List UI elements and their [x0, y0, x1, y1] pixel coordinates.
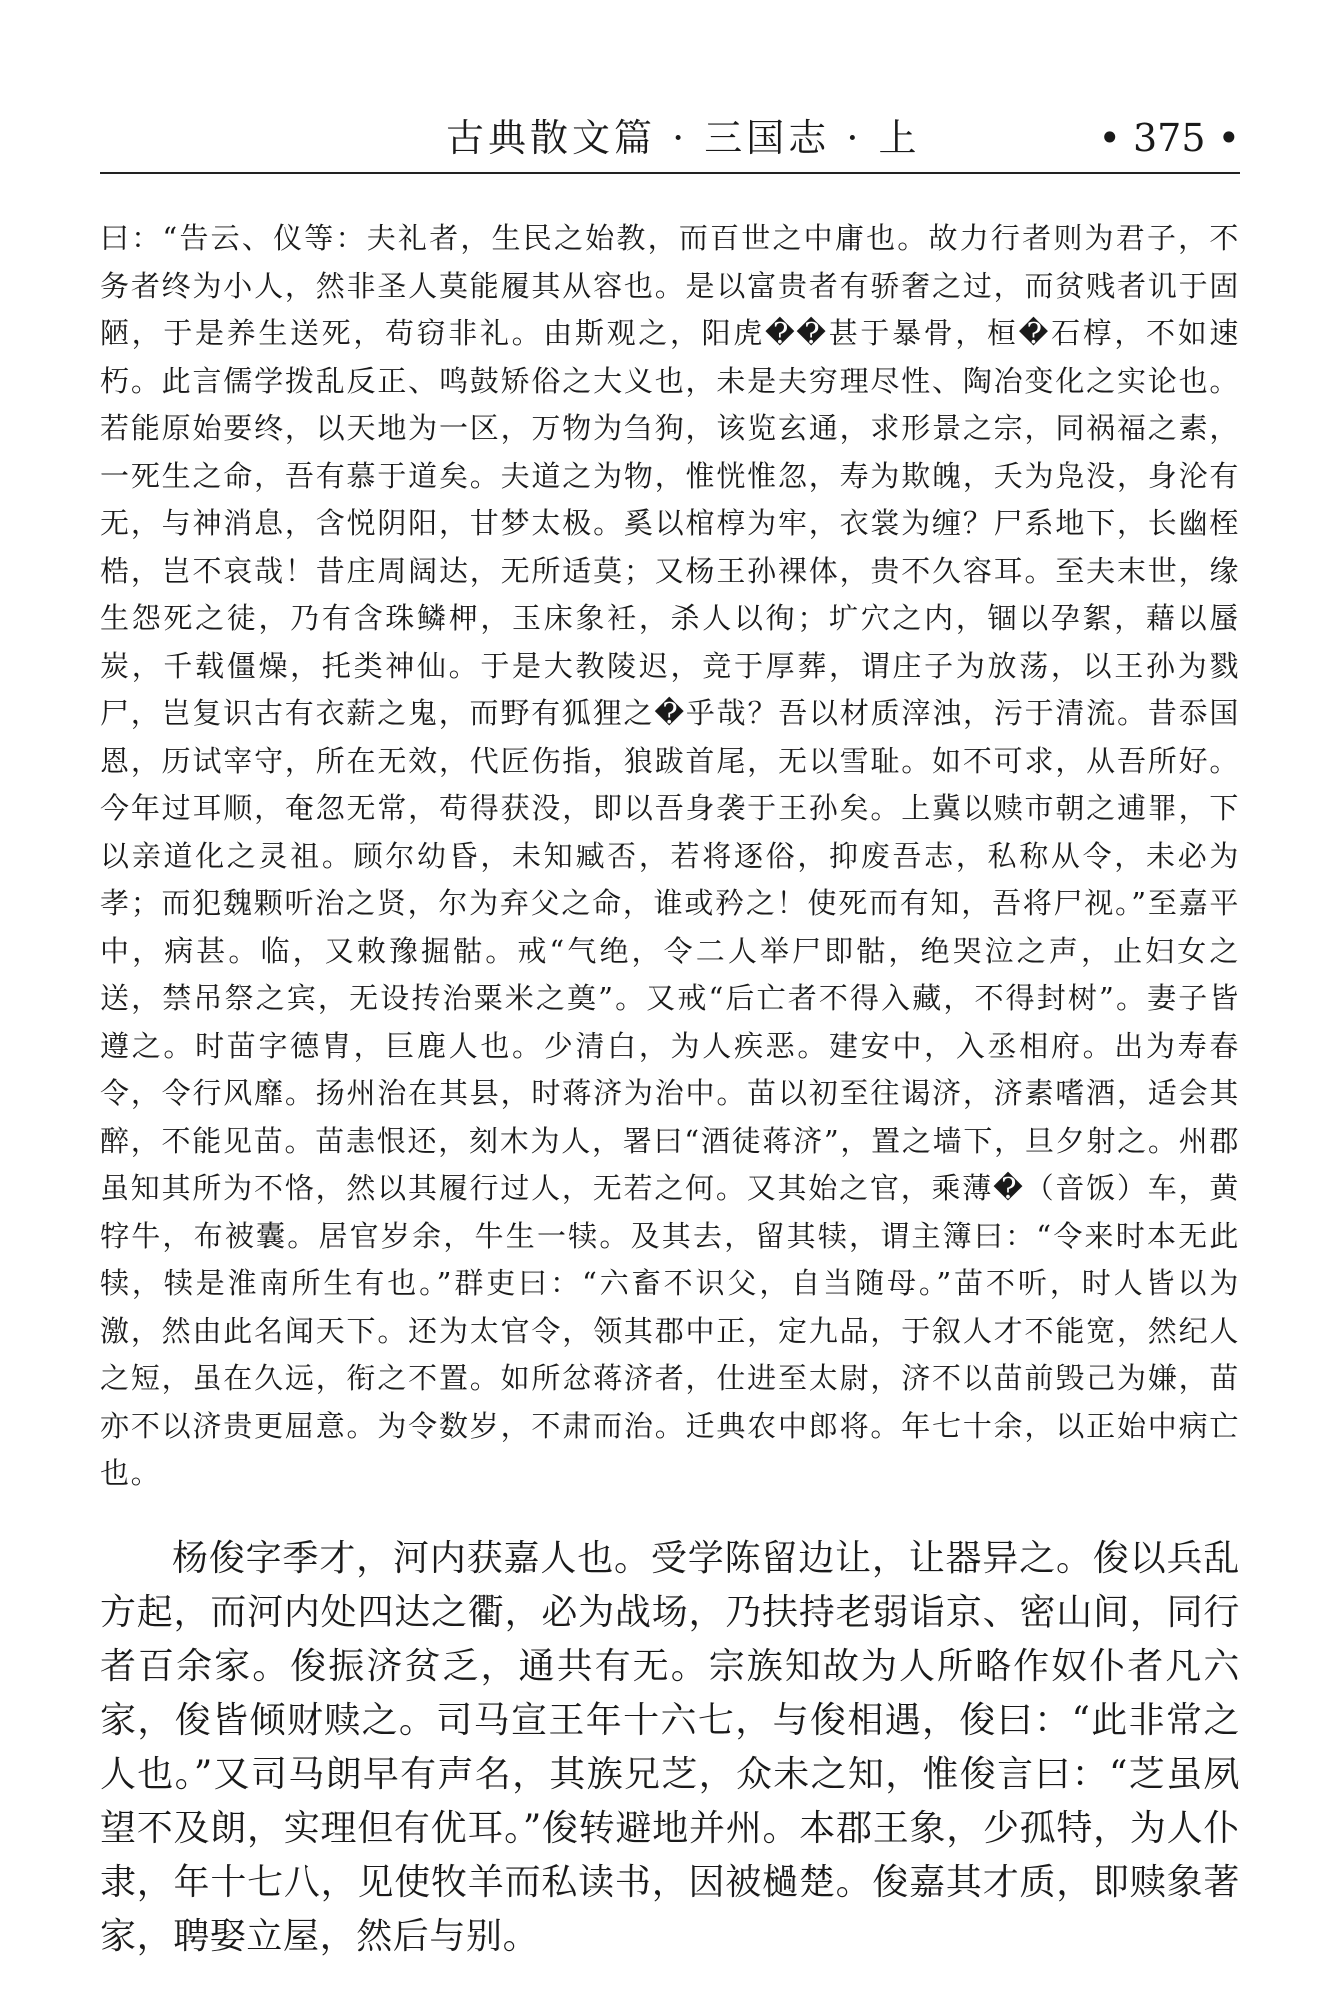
page-number: • 375 • [1098, 116, 1240, 160]
running-header [100, 112, 1240, 164]
running-header-title: 古典散文篇 · 三国志 · 上 [446, 116, 921, 160]
header-rule [100, 172, 1240, 174]
main-text-paragraph: 杨俊字季才，河内获嘉人也。受学陈留边让，让器异之。俊以兵乱方起，而河内处四达之衢，必为战场，乃扶持老弱诣京、密山间，同行者百余家。俊振济贫乏，通共有无。宗族知故为人所略作奴仆者凡六家，俊皆倾财赎之。司马宣王年十六七，与俊相遇，俊曰：“此非常之人也。”又司马朗早有声名，其族兄芝，众未之知，惟俊言曰：“芝虽夙望不及朗，实理但有优耳。”俊转避地并州。本郡王象，少孤特，为人仆隶，年十七八，见使牧羊而私读书，因被檛楚。俊嘉其才质，即赎象著家，聘娶立屋，然后与别。 [100, 1538, 1240, 1957]
quoted-annotation-block: 曰：“告云、仪等：夫礼者，生民之始教，而百世之中庸也。故力行者则为君子，不务者终为小人，然非圣人莫能履其从容也。是以富贵者有骄奢之过，而贫贱者讥于固陋，于是养生送死，苟窃非礼。由斯观之，阳虎��甚于暴骨，桓�石椁，不如速朽。此言儒学拨乱反正、鸣鼓矫俗之大义也，未是夫穷理尽性、陶冶变化之实论也。若能原始要终，以天地为一区，万物为刍狗，该览玄通，求形景之宗，同祸福之素，一死生之命，吾有慕于道矣。夫道之为物，惟恍惟忽，寿为欺魄，夭为凫没，身沦有无，与神消息，含悦阴阳，甘梦太极。奚以棺椁为牢，衣裳为缠？尸系地下，长幽桎梏，岂不哀哉！昔庄周阔达，无所适莫；又杨王孙裸体，贵不久容耳。至夫末世，缘生怨死之徒，乃有含珠鳞柙，玉床象衽，杀人以徇；圹穴之内，锢以孕絮，藉以蜃炭，千载僵燥，托类神仙。于是大教陵迟，竞于厚葬，谓庄子为放荡，以王孙为戮尸，岂复识古有衣薪之鬼，而野有狐狸之�乎哉？吾以材质滓浊，污于清流。昔忝国恩，历试宰守，所在无效，代匠伤指，狼跋首尾，无以雪耻。如不可求，从吾所好。今年过耳顺，奄忽无常，苟得获没，即以吾身袭于王孙矣。上冀以赎市朝之逋罪，下以亲道化之灵祖。顾尔幼昏，未知臧否，若将逐俗，抑废吾志，私称从令，未必为孝；而犯魏颗听治之贤，尔为弃父之命，谁或矜之！使死而有知，吾将尸视。”至嘉平中，病甚。临，又敕豫掘骷。戒“气绝，令二人举尸即骷，绝哭泣之声，止妇女之送，禁吊祭之宾，无设抟治粟米之奠”。又戒“后亡者不得入藏，不得封树”。妻子皆遵之。时苗字德胄，巨鹿人也。少清白，为人疾恶。建安中，入丞相府。出为寿春令，令行风靡。扬州治在其县，时蒋济为治中。苗以初至往谒济，济素嗜酒，适会其醉，不能见苗。苗恚恨还，刻木为人，署曰“酒徒蒋济”，置之墙下，旦夕射之。州郡虽知其所为不恪，然以其履行过人，无若之何。又其始之官，乘薄�（音饭）车，黄牸牛，布被囊。居官岁余，牛生一犊。及其去，留其犊，谓主簿曰：“令来时本无此犊，犊是淮南所生有也。”群吏曰：“六畜不识父，自当随母。”苗不听，时人皆以为激，然由此名闻天下。还为太官令，领其郡中正，定九品，于叙人才不能宽，然纪人之短，虽在久远，衔之不置。如所忿蒋济者，仕进至太尉，济不以苗前毁己为嫌，苗亦不以济贵更屈意。为令数岁，不肃而治。迁典农中郎将。年七十余，以正始中病亡也。 [100, 221, 1240, 1490]
